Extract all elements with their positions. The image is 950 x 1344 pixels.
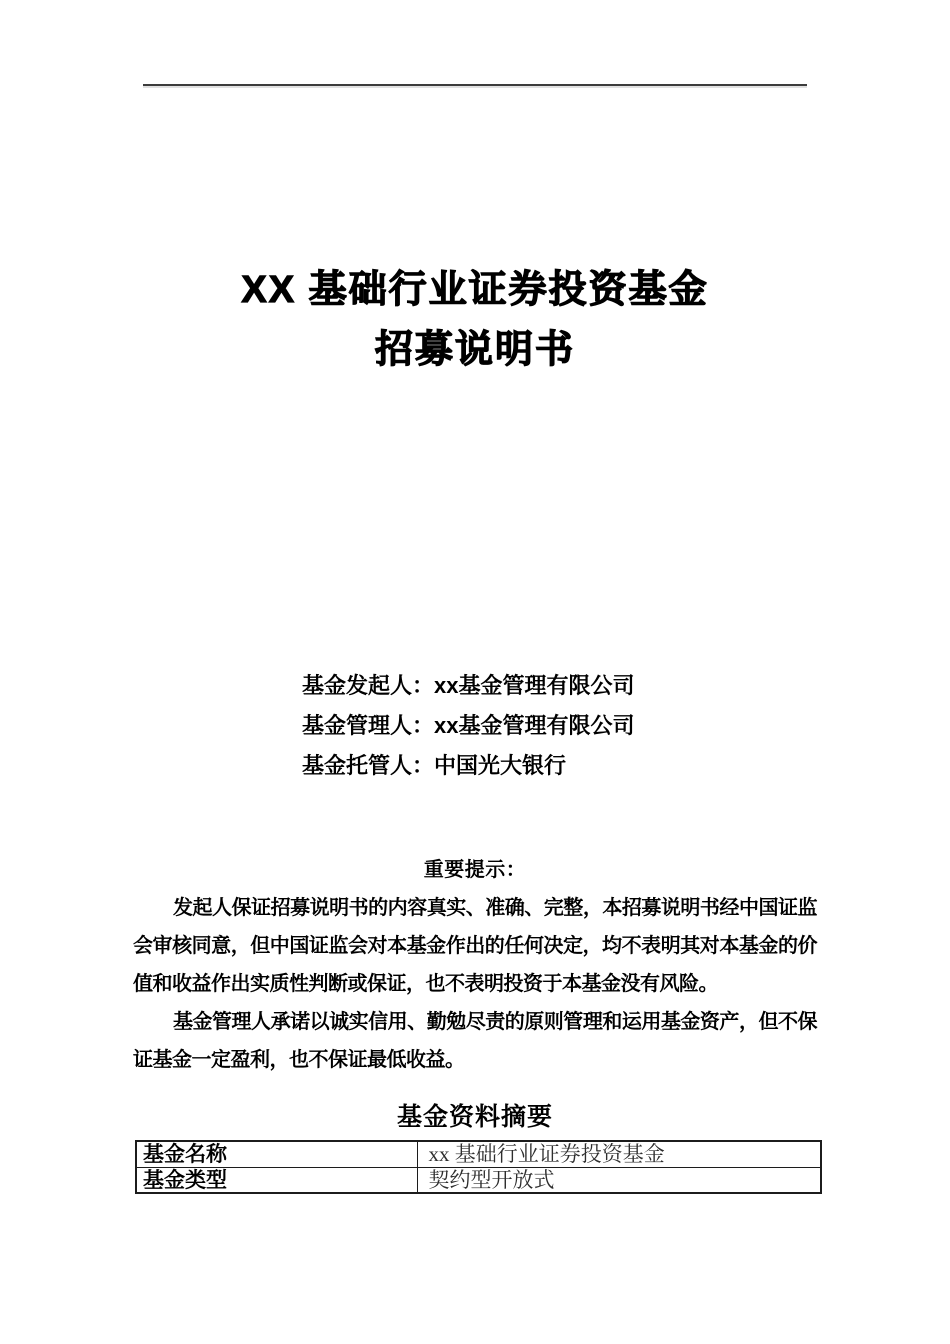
fund-custodian-line: 基金托管人：中国光大银行 (302, 753, 567, 778)
title-line-2: 招募说明书 (374, 329, 575, 371)
fund-parties (302, 666, 634, 786)
table-row (136, 1141, 821, 1167)
document-title (0, 260, 950, 380)
table-row (136, 1167, 821, 1193)
fund-manager-line: 基金管理人：xx基金管理有限公司 (302, 713, 635, 738)
header-rule (143, 84, 807, 86)
important-notice-heading: 重要提示： (423, 859, 527, 881)
important-notice-section (133, 851, 817, 1079)
fund-summary-table (135, 1140, 822, 1194)
fund-name-value: xx 基础行业证券投资基金 (417, 1141, 821, 1167)
notice-paragraph-2: 基金管理人承诺以诚实信用、勤勉尽责的原则管理和运用基金资产，但不保证基金一定盈利，也不保证最低收益。 (133, 1011, 817, 1071)
fund-sponsor-line: 基金发起人：xx基金管理有限公司 (302, 673, 635, 698)
fund-type-label: 基金类型 (136, 1167, 417, 1193)
fund-summary-heading: 基金资料摘要 (396, 1103, 553, 1131)
fund-type-value: 契约型开放式 (417, 1167, 821, 1193)
fund-name-label: 基金名称 (136, 1141, 417, 1167)
notice-paragraph-1: 发起人保证招募说明书的内容真实、准确、完整，本招募说明书经中国证监会审核同意，但中国证监会对本基金作出的任何决定，均不表明其对本基金的价值和收益作出实质性判断或保证，也不表明投资于本基金没有风险。 (133, 897, 817, 995)
title-line-1: XX 基础行业证券投资基金 (241, 269, 709, 311)
